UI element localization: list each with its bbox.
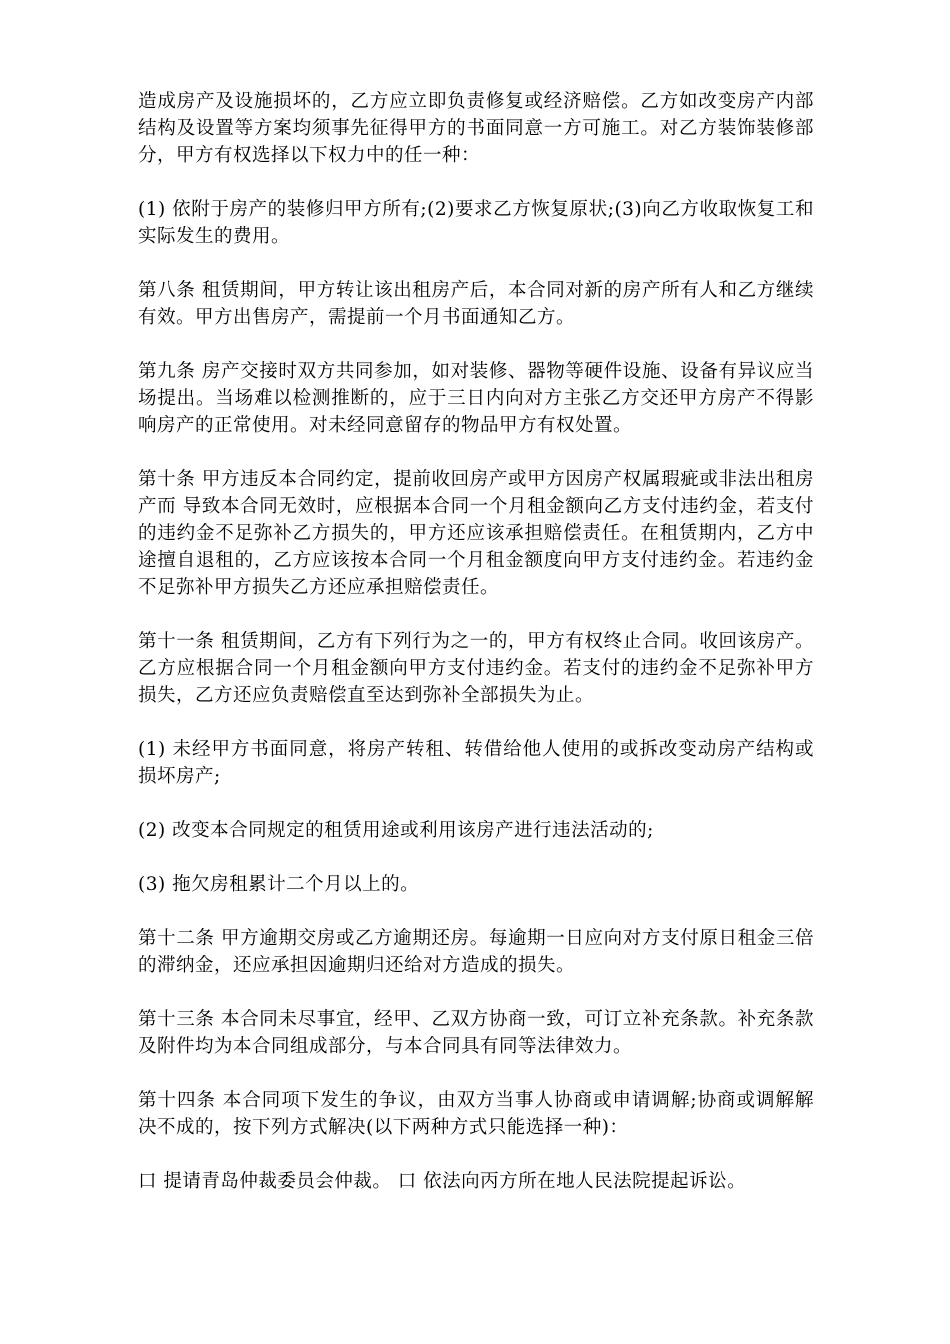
paragraph-article-13: 第十三条 本合同未尽事宜，经甲、乙双方协商一致，可订立补充条款。补充条款及附件均为本合同组成部分，与本合同具有同等法律效力。 <box>138 1009 814 1057</box>
document-page <box>138 88 814 1222</box>
paragraph-article-14: 第十四条 本合同项下发生的争议，由双方当事人协商或申请调解;协商或调解解决不成的，按下列方式解决(以下两种方式只能选择一种)： <box>138 1090 814 1138</box>
paragraph-article-9: 第九条 房产交接时双方共同参加，如对装修、器物等硬件设施、设备有异议应当场提出。当场难以检测推断的，应于三日内向对方主张乙方交还甲方房产不得影响房产的正常使用。对未经同意留存的物品甲方有权处置。 <box>138 361 814 436</box>
paragraph-article-11: 第十一条 租赁期间，乙方有下列行为之一的，甲方有权终止合同。收回该房产。乙方应根据合同一个月租金额向甲方支付违约金。若支付的违约金不足弥补甲方损失，乙方还应负责赔偿直至达到弥补全部损失为止。 <box>138 631 814 706</box>
paragraph-damage-repair: 造成房产及设施损坏的，乙方应立即负责修复或经济赔偿。乙方如改变房产内部结构及设置等方案均须事先征得甲方的书面同意一方可施工。对乙方装饰装修部分，甲方有权选择以下权力中的任一种： <box>138 91 814 166</box>
paragraph-dispute-options: 口 提请青岛仲裁委员会仲裁。 口 依法向丙方所在地人民法院提起诉讼。 <box>138 1171 747 1192</box>
paragraph-article-11-item-3: (3) 拖欠房租累计二个月以上的。 <box>138 874 420 895</box>
paragraph-decoration-options: (1) 依附于房产的装修归甲方所有;(2)要求乙方恢复原状;(3)向乙方收取恢复工和实际发生的费用。 <box>138 199 814 247</box>
paragraph-article-8: 第八条 租赁期间，甲方转让该出租房产后，本合同对新的房产所有人和乙方继续有效。甲方出售房产，需提前一个月书面通知乙方。 <box>138 280 814 328</box>
paragraph-article-12: 第十二条 甲方逾期交房或乙方逾期还房。每逾期一日应向对方支付原日租金三倍的滞纳金，还应承担因逾期归还给对方造成的损失。 <box>138 928 814 976</box>
paragraph-article-11-item-2: (2) 改变本合同规定的租赁用途或利用该房产进行违法活动的; <box>138 820 654 841</box>
paragraph-article-10: 第十条 甲方违反本合同约定，提前收回房产或甲方因房产权属瑕疵或非法出租房产而 导致本合同无效时，应根据本合同一个月租金额向乙方支付违约金，若支付的违约金不足弥补乙方损失的，甲方还应该承担赔偿责任。在租赁期内，乙方中途擅自退租的，乙方应该按本合同一个月租金额度向甲方支付违约金。若违约金不足弥补甲方损失乙方还应承担赔偿责任。 <box>138 469 814 598</box>
paragraph-article-11-item-1: (1) 未经甲方书面同意，将房产转租、转借给他人使用的或拆改变动房产结构或损坏房产; <box>138 739 814 787</box>
